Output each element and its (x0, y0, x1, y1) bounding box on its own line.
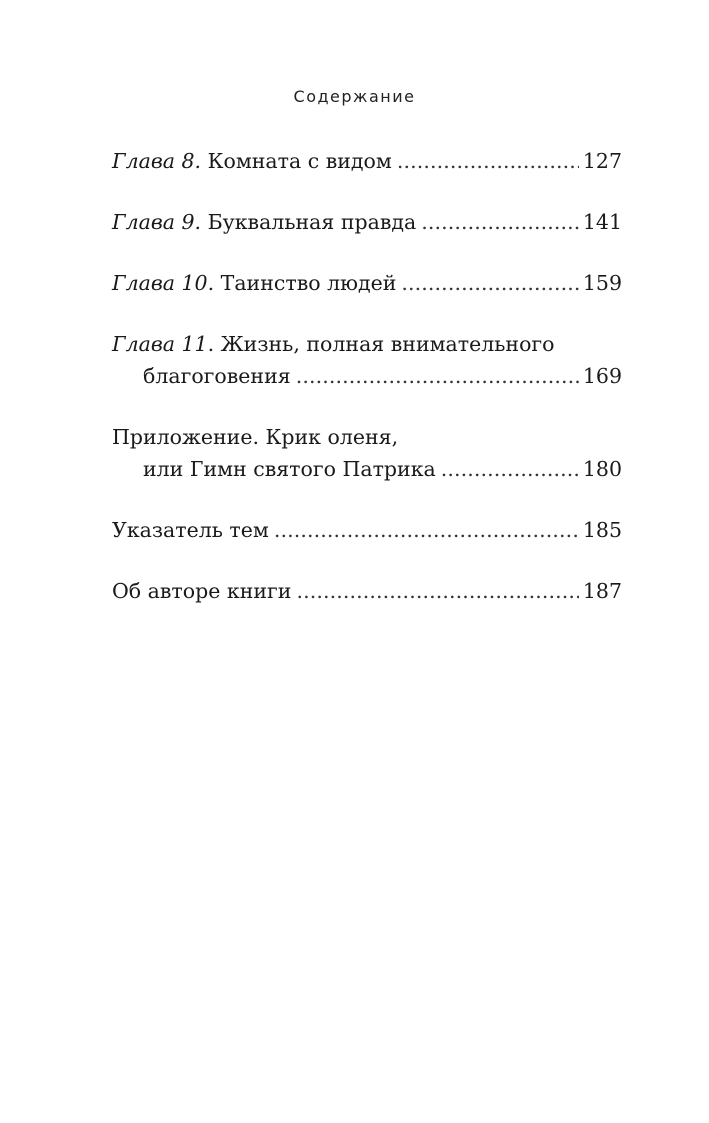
about-author-title: Об авторе книги (112, 579, 292, 603)
dot-leader (274, 514, 579, 546)
chapter-title: Таинство людей (220, 271, 397, 295)
toc-line (112, 145, 622, 177)
toc-entry-appendix[interactable] (112, 421, 622, 485)
page-number: 141 (582, 210, 622, 234)
page-number: 185 (582, 518, 622, 542)
chapter-number: Глава 10. (112, 271, 215, 295)
toc-entry-chapter-9[interactable] (112, 206, 622, 238)
chapter-number: Глава 11 (112, 332, 208, 356)
dot-leader (401, 267, 578, 299)
appendix-title-continuation: или Гимн святого Патрика (143, 457, 436, 481)
toc-line (112, 328, 622, 360)
toc-line-continuation (112, 453, 622, 485)
page-number: 127 (582, 149, 622, 173)
toc-line (112, 206, 622, 238)
dot-leader (421, 206, 579, 238)
dot-leader (296, 575, 578, 607)
page-number: 159 (582, 271, 622, 295)
toc-entry-index[interactable] (112, 514, 622, 546)
dot-leader (296, 360, 579, 392)
toc-entry-about-author[interactable] (112, 575, 622, 607)
chapter-title: . Жизнь, полная внимательного (207, 332, 555, 356)
page-number: 187 (582, 579, 622, 603)
chapter-number: Глава 8. (112, 149, 202, 173)
dot-leader (397, 145, 579, 177)
toc-line (112, 514, 622, 546)
toc-entry-chapter-10[interactable] (112, 267, 622, 299)
chapter-title: Буквальная правда (207, 210, 417, 234)
dot-leader (441, 453, 579, 485)
page-number: 180 (582, 457, 622, 481)
appendix-title: Приложение. Крик оленя, (112, 425, 399, 449)
toc-line (112, 575, 622, 607)
toc-line (112, 267, 622, 299)
index-title: Указатель тем (112, 518, 269, 542)
toc-entry-chapter-8[interactable] (112, 145, 622, 177)
toc-line-continuation (112, 360, 622, 392)
chapter-title-continuation: благоговения (143, 364, 291, 388)
table-of-contents (112, 145, 622, 607)
page-title: Содержание (293, 87, 416, 106)
chapter-title: Комната с видом (207, 149, 392, 173)
page-number: 169 (582, 364, 622, 388)
toc-entry-chapter-11[interactable] (112, 328, 622, 392)
toc-line (112, 421, 622, 453)
chapter-number: Глава 9. (112, 210, 202, 234)
